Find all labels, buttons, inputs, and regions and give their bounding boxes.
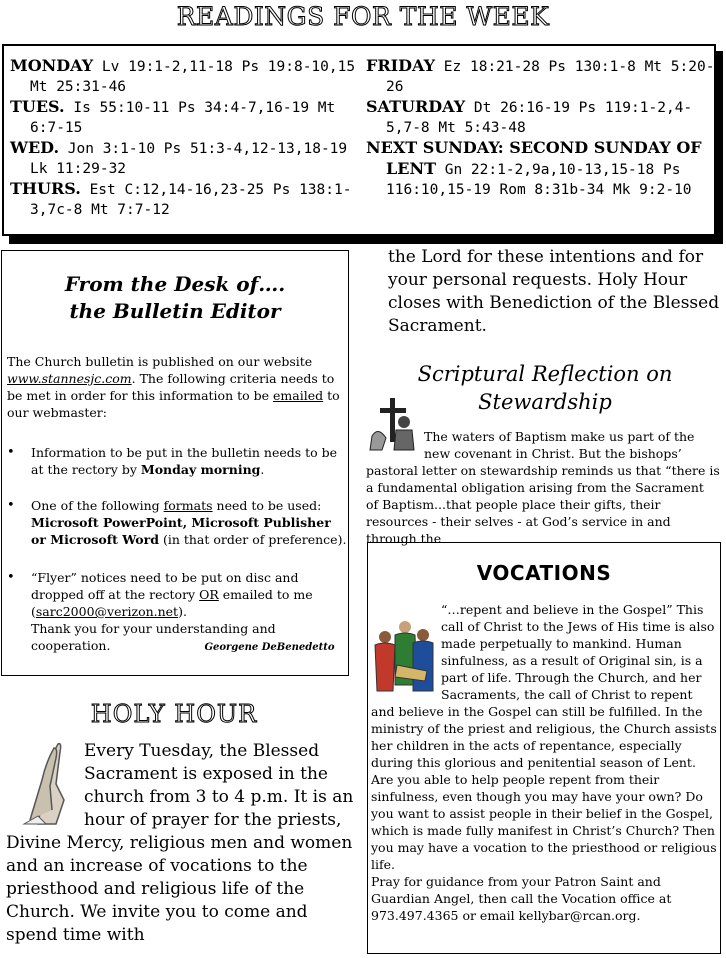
vocations-text: “…repent and believe in the Gospel” This call of Christ to the Jews of His time is also made perpetually to mankind. Human sinfulness, as a result of Original sin, is a part of life. Through the Church, and her Sacraments, the call of Christ to repent and believe in the Gospel can still be fulfilled. In the ministry of the priest and religious, the Church assists her children in the acts of repentance, especially during this glorious and penitential season of Lent. Are you able to help people repent from their sinfulness, even though you may have your own? Do you want to assist people in their belief in the Gospel, which is made fully manifest in Christ’s Church? Then you may have a vocation to the priesthood or religious life. Pray for guidance from your Patron Saint and Guardian Angel, then call the Vocation office at 973.497.4365 or email kellybar@rcan.org. (371, 602, 717, 923)
editor-email-link[interactable]: sarc2000@verizon.net (35, 604, 179, 619)
editor-intro: The Church bulletin is published on our website www.stannesjc.com. The following criteria needs to be met in order for this information to be emailed to our webmaster: (7, 354, 340, 420)
holy-hour-text: Every Tuesday, the Blessed Sacrament is exposed in the church from 3 to 4 p.m. It is an hour of prayer for the priests, Divine Mercy, religious men and women and an increase of vocations to the priesthood and religious life of the Church. We invite you to come and spend time with (6, 741, 354, 945)
holy-hour-title: HOLY HOUR (90, 700, 258, 728)
vocations-box (367, 542, 721, 954)
figures-illustration-icon (371, 615, 437, 695)
readings-box (2, 44, 716, 236)
readings-left-column (10, 56, 365, 220)
editor-heading-line1: From the Desk of…. (64, 272, 286, 296)
reading-monday: MONDAY Lv 19:1-2,11-18 Ps 19:8-10,15 Mt 25:31-46 (10, 56, 356, 95)
stewardship-title: Scriptural Reflection on Stewardship (417, 362, 673, 414)
holy-hour-continued: the Lord for these intentions and for your personal requests. Holy Hour closes with Benediction of the Blessed Sacrament. (388, 247, 720, 336)
reading-tuesday: TUES. Is 55:10-11 Ps 34:4-7,16-19 Mt 6:7-15 (10, 97, 336, 136)
readings-right-column (366, 56, 716, 200)
cross-figure-icon (368, 396, 420, 452)
reading-thursday: THURS. Est C:12,14-16,23-25 Ps 138:1-3,7c-8 Mt 7:7-12 (10, 179, 352, 218)
editor-heading (2, 271, 348, 325)
signature: Georgene DeBenedetto (204, 642, 335, 653)
editor-heading-line2: the Bulletin Editor (69, 299, 281, 323)
stewardship-text: The waters of Baptism make us part of the new covenant in Christ. But the bishops’ pastoral letter on stewardship reminds us that “there is a fundamental obligation arising from the Sacrament of Baptism...that people place their gifts, their resources - their selves - at God’s service in and through the (366, 428, 720, 547)
reading-wednesday: WED. Jon 3:1-10 Ps 51:3-4,12-13,18-19 Lk 11:29-32 (10, 138, 348, 177)
website-link[interactable]: www.stannesjc.com (7, 371, 132, 386)
editor-box: From the Desk of…. the Bulletin Editor The Church bulletin is published on our website www.stannesjc.com. The following criteria needs to be met in order for this information to be emailed to our webmaster: • Information to be put in the bulletin needs to be at the rectory by Monday morning. • One of the following formats need to be used: Microsoft PowerPoint, Microsoft Publisher or Microsoft Word (in that order of preference). • “Flyer” notices need to be put on disc and dropped off at the rectory OR emailed to me (sarc2000@verizon.net). Thank you for your understanding and cooperation. Georgene DeBenedetto (1, 250, 349, 676)
praying-hands-icon (16, 740, 78, 826)
reading-next-sunday: NEXT SUNDAY: SECOND SUNDAY OF LENT Gn 22:1-2,9a,10-13,15-18 Ps 116:10,15-19 Rom 8:31b-34 Mk 9:2-10 (366, 138, 702, 198)
readings-title: READINGS FOR THE WEEK (176, 2, 550, 31)
vocations-title: VOCATIONS (476, 561, 612, 585)
reading-saturday: SATURDAY Dt 26:16-19 Ps 119:1-2,4-5,7-8 Mt 5:43-48 (366, 97, 693, 136)
reading-friday: FRIDAY Ez 18:21-28 Ps 130:1-8 Mt 5:20-26 (366, 56, 715, 95)
